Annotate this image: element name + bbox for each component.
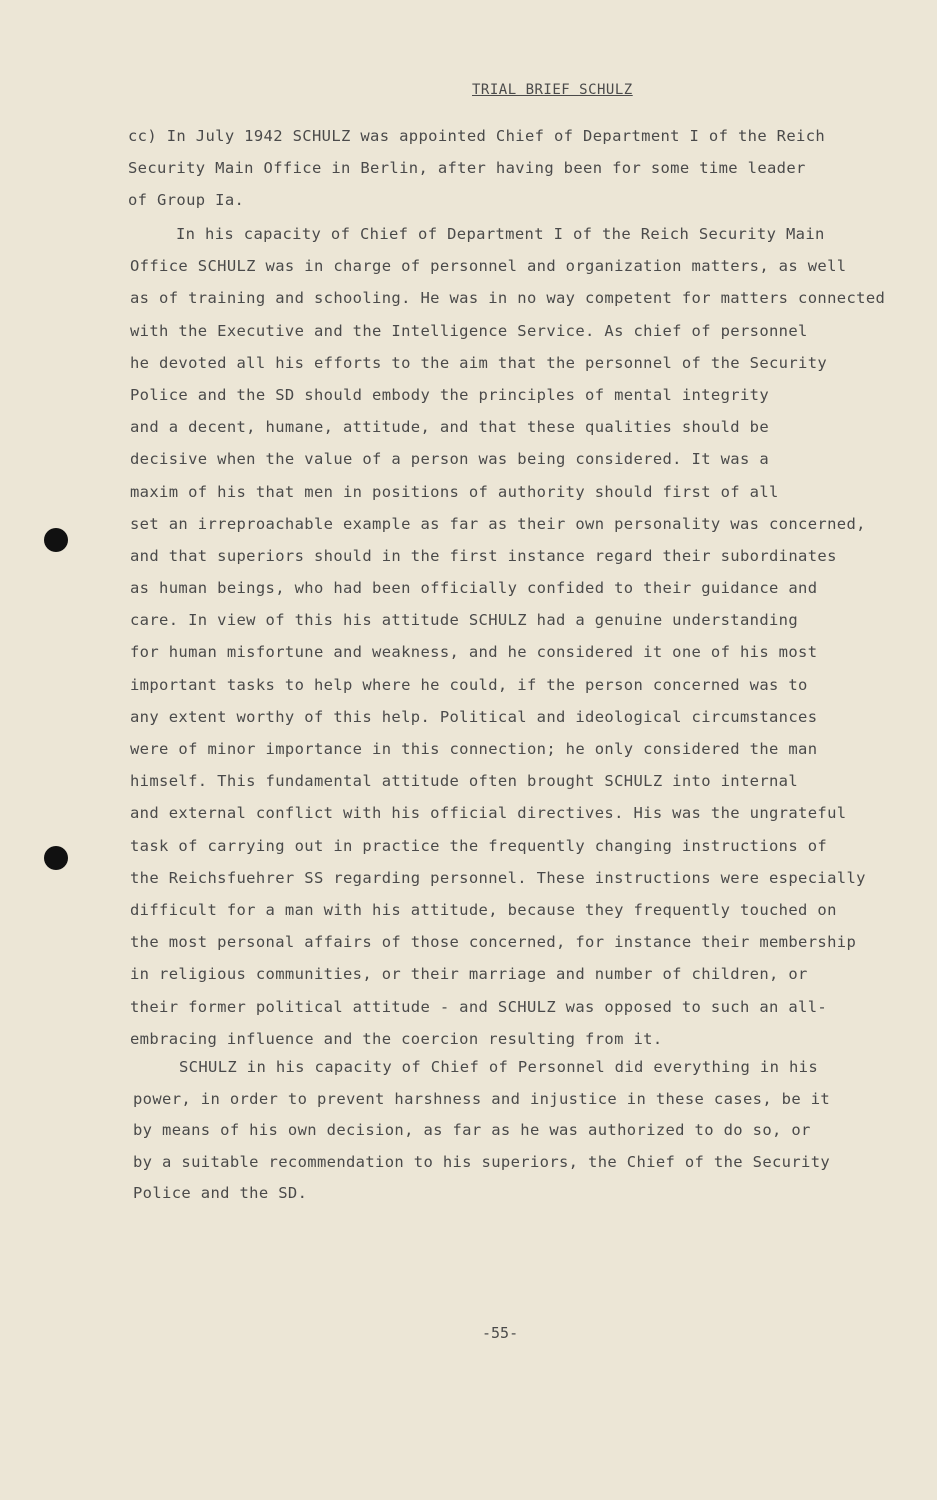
text-line: their former political attitude - and SCHULZ was opposed to such an all- [130,997,828,1016]
text-line: any extent worthy of this help. Political and ideological circumstances [130,707,818,726]
text-line: by a suitable recommendation to his superiors, the Chief of the Security [133,1152,831,1171]
text-line: task of carrying out in practice the frequently changing instructions of [130,836,828,855]
text-line: of Group Ia. [128,191,245,209]
text-line: In his capacity of Chief of Department I of the Reich Security Main [176,225,825,243]
text-line: Police and the SD. [133,1184,308,1202]
text-line: difficult for a man with his attitude, because they frequently touched on [130,900,837,919]
page-number: -55- [482,1324,519,1342]
punch-hole [44,846,68,870]
text-line: and that superiors should in the first instance regard their subordinates [130,546,837,565]
text-line: for human misfortune and weakness, and he considered it one of his most [130,643,818,662]
text-line: and external conflict with his official directives. His was the ungrateful [130,804,847,823]
text-line: decisive when the value of a person was being considered. It was a [130,450,769,469]
document-header: TRIAL BRIEF SCHULZ [472,82,633,98]
text-line: Office SCHULZ was in charge of personnel and organization matters, as well [130,257,847,276]
text-line: the most personal affairs of those concerned, for instance their membership [130,933,857,952]
punch-hole [44,528,68,552]
text-line: cc) In July 1942 SCHULZ was appointed Chief of Department I of the Reich [128,127,826,145]
text-line: himself. This fundamental attitude often brought SCHULZ into internal [130,772,799,791]
text-line: power, in order to prevent harshness and injustice in these cases, be it [133,1089,831,1108]
text-line: as human beings, who had been officially confided to their guidance and [130,579,818,598]
text-line: were of minor importance in this connection; he only considered the man [130,740,818,758]
text-line: Police and the SD should embody the principles of mental integrity [130,385,769,404]
text-line: in religious communities, or their marriage and number of children, or [130,965,808,984]
text-line: Security Main Office in Berlin, after having been for some time leader [128,159,806,177]
text-line: and a decent, humane, attitude, and that these qualities should be [130,418,769,437]
paragraph-1 [128,120,825,216]
paragraph-3 [133,1052,830,1210]
text-line: maxim of his that men in positions of authority should first of all [130,482,779,501]
text-line: SCHULZ in his capacity of Chief of Personnel did everything in his [179,1058,818,1076]
text-line: with the Executive and the Intelligence Service. As chief of personnel [130,321,808,340]
text-line: by means of his own decision, as far as he was authorized to do so, or [133,1121,811,1139]
paragraph-2 [130,218,885,1055]
text-line: he devoted all his efforts to the aim that the personnel of the Security [130,353,828,372]
text-line: care. In view of this his attitude SCHULZ had a genuine understanding [130,611,799,630]
text-line: as of training and schooling. He was in no way competent for matters connected [130,289,886,308]
text-line: set an irreproachable example as far as their own personality was concerned, [130,514,866,533]
text-line: embracing influence and the coercion resulting from it. [130,1029,663,1048]
text-line: the Reichsfuehrer SS regarding personnel. These instructions were especially [130,868,866,887]
text-line: important tasks to help where he could, if the person concerned was to [130,675,808,694]
